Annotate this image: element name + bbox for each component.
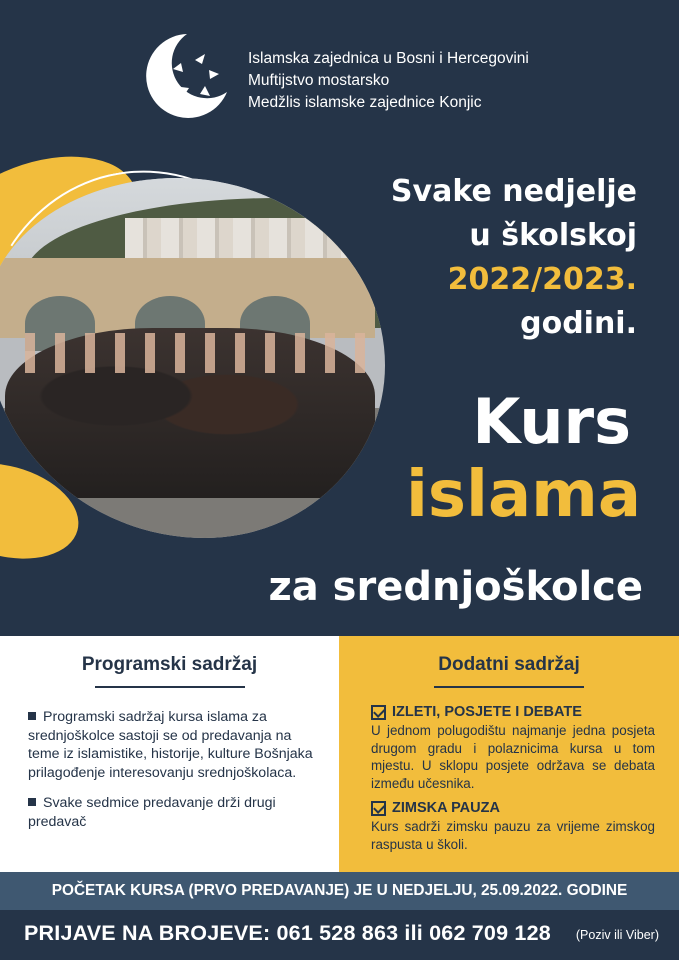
bullet-square-icon xyxy=(28,712,36,720)
extra-section xyxy=(339,636,679,872)
registration-banner xyxy=(0,910,679,960)
school-year: 2022/2023. xyxy=(447,262,637,297)
program-item: Programski sadržaj kursa islama za srednjoškolce sastoji se od predavanja na teme iz islamistike, historije, kulture Bošnjaka prilagođenje interesovanju srednjoškolaca. xyxy=(28,709,313,781)
registration-note: (Poziv ili Viber) xyxy=(575,928,659,942)
checkbox-icon xyxy=(371,705,386,720)
registration-phones: PRIJAVE NA BROJEVE: 061 528 863 ili 062 709 128 xyxy=(24,921,551,945)
course-start-banner: POČETAK KURSA (PRVO PREDAVANJE) JE U NEDJELJU, 25.09.2022. GODINE xyxy=(0,872,679,910)
title-kurs: Kurs xyxy=(472,385,631,458)
title-islama: islama xyxy=(405,458,641,532)
schedule-line-1: Svake nedjelje xyxy=(390,174,637,209)
crescent-logo-icon xyxy=(135,30,235,120)
org-line-1: Islamska zajednica u Bosni i Hercegovini xyxy=(248,50,529,67)
extra-list xyxy=(371,702,655,859)
checkbox-icon xyxy=(371,801,386,816)
extra-divider xyxy=(434,686,584,688)
schedule-text xyxy=(391,170,637,346)
program-item: Svake sedmice predavanje drži drugi predavač xyxy=(28,795,276,830)
program-title: Programski sadržaj xyxy=(81,654,258,675)
extra-item-heading: IZLETI, POSJETE I DEBATE xyxy=(371,702,655,722)
group-photo xyxy=(0,178,385,538)
extra-item-text: U jednom polugodištu najmanje jedna posjeta drugom gradu i polaznicima kursa u tom mjestu. U sklopu posjete održava se debata između učesnika. xyxy=(371,723,655,791)
extra-item-text: Kurs sadrži zimsku pauzu za vrijeme zimskog raspusta u školi. xyxy=(371,819,655,852)
title-za-srednjoskolce: za srednjoškolce xyxy=(268,564,643,610)
schedule-line-4: godini. xyxy=(520,306,637,341)
bullet-square-icon xyxy=(28,798,36,806)
extra-item-heading: ZIMSKA PAUZA xyxy=(371,798,655,818)
schedule-line-2: u školskoj xyxy=(469,218,637,253)
program-list xyxy=(28,708,318,843)
program-divider xyxy=(95,686,245,688)
program-section xyxy=(0,636,339,872)
organization-lines xyxy=(248,48,529,114)
org-line-3: Medžlis islamske zajednice Konjic xyxy=(248,94,482,111)
org-line-2: Muftijstvo mostarsko xyxy=(248,72,390,89)
extra-title: Dodatni sadržaj xyxy=(438,654,580,675)
